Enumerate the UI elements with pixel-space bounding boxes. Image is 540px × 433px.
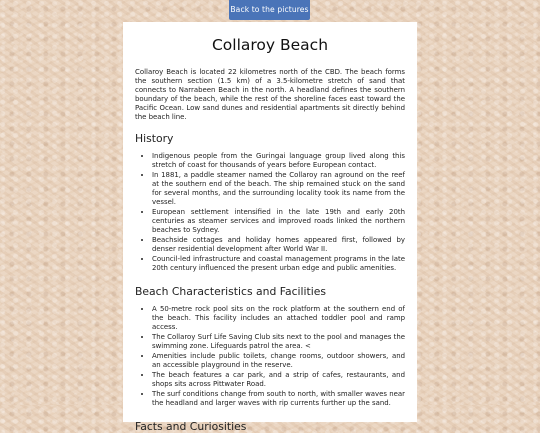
list-item: • Council-led infrastructure and coastal management programs in the late 20th century influenced the present urban edge and public amenities.: [152, 255, 405, 273]
back-to-pictures-button[interactable]: Back to the pictures: [229, 0, 310, 20]
list-item: • A 50-metre rock pool sits on the rock platform at the southern end of the beach. This facility includes an attached toddler pool and ramp access.: [152, 305, 405, 332]
list-item: • In 1881, a paddle steamer named the Collaroy ran aground on the reef at the southern end of the beach. The ship remained stuck on the sand for several months, and the surrounding locality took its name from the vessel.: [152, 171, 405, 207]
section-heading-facts: Facts and Curiosities: [135, 420, 247, 433]
characteristics-list: [135, 305, 405, 408]
article-card: [123, 22, 417, 433]
intro-paragraph: Collaroy Beach is located 22 kilometres north of the CBD. The beach forms the southern section (1.5 km) of a 3.5-kilometre stretch of sand that connects to Narrabeen Beach in the north. A headland defines the southern boundary of the beach, while the rest of the shoreline faces east toward the Pacific Ocean. Low sand dunes and residential apartments sit directly behind the beach line.: [135, 68, 405, 121]
page-title: Collaroy Beach: [211, 36, 329, 54]
list-item: • Beachside cottages and holiday homes appeared first, followed by denser residential development after World War II.: [152, 236, 405, 254]
list-item: • The Collaroy Surf Life Saving Club sits next to the pool and manages the swimming zone. Lifeguards patrol the area. <: [152, 333, 405, 351]
list-item: • Indigenous people from the Guringai language group lived along this stretch of coast for thousands of years before European contact.: [152, 152, 405, 170]
list-item: • European settlement intensified in the late 19th and early 20th centuries as steamer services and improved roads linked the northern beaches to Sydney.: [152, 208, 405, 235]
list-item: • The beach features a car park, and a strip of cafes, restaurants, and shops sits across Pittwater Road.: [152, 371, 405, 389]
list-item: • Amenities include public toilets, change rooms, outdoor showers, and an accessible playground in the reserve.: [152, 352, 405, 370]
history-list: [135, 152, 405, 273]
section-heading-history: History: [135, 132, 174, 145]
list-item: • The surf conditions change from south to north, with smaller waves near the headland and larger waves with rip currents further up the sand.: [152, 390, 405, 408]
section-heading-characteristics: Beach Characteristics and Facilities: [135, 285, 327, 298]
